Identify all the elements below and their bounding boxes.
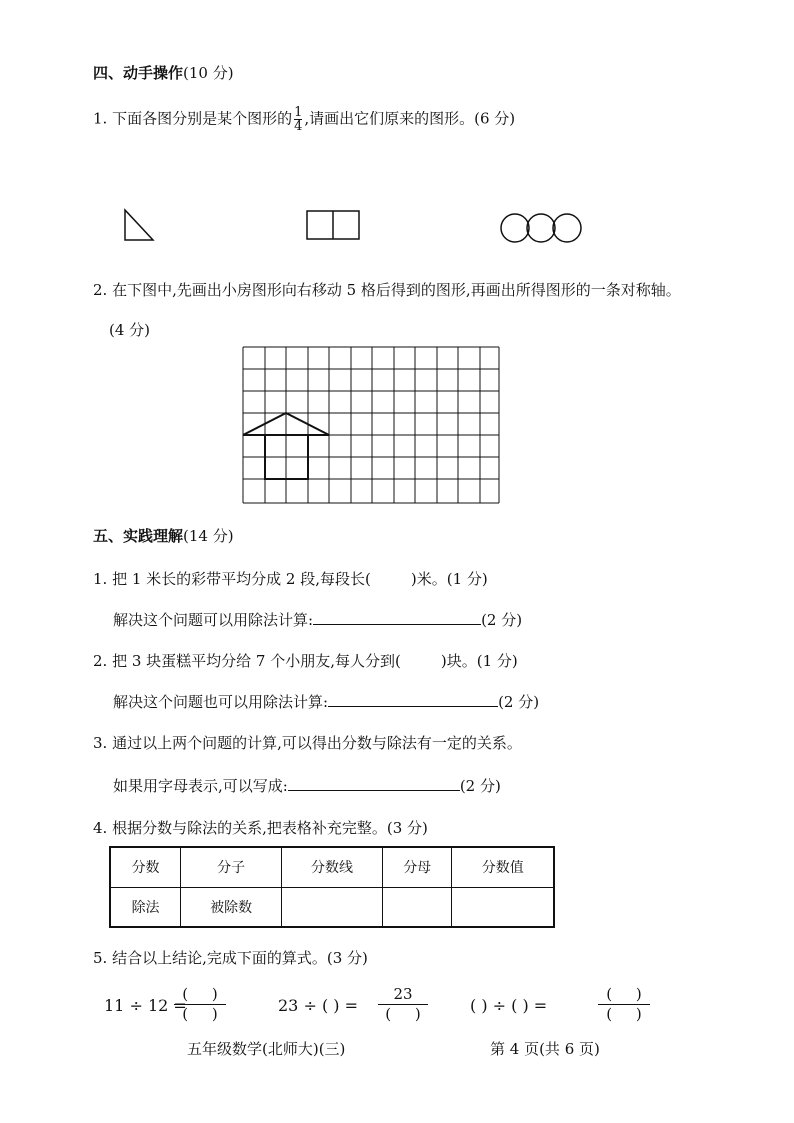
equation-2-left: 23 ÷ ( ) = [278,996,358,1015]
eq3-numerator-blank: ( ) [606,985,642,1003]
eq3-denominator-blank: ( ) [598,1004,650,1024]
table-blank-cell[interactable] [282,887,383,927]
section4-heading [93,62,234,83]
s5-q1-sub [113,609,522,630]
footer-page-number: 第 4 页(共 6 页) [490,1040,600,1058]
s5-q3-sub [113,775,501,796]
equation-3-left: ( ) ÷ ( ) = [470,996,548,1015]
s5-question-4: 4. 根据分数与除法的关系,把表格补充完整。(3 分) [93,819,428,837]
s5-q1-division-blank[interactable] [313,624,481,625]
section5-title: 五、实践理解 [93,527,184,545]
one-quarter-fraction [294,106,302,133]
section4-score: (10 分) [183,64,234,82]
s5-q2-text-b: )块。(1 分) [440,652,518,670]
s4-question-2: 2. 在下图中,先画出小房图形向右移动 5 格后得到的图形,再画出所得图形的一条对称轴。 [93,281,681,299]
s5-question-5: 5. 结合以上结论,完成下面的算式。(3 分) [93,949,368,967]
s5-question-2 [93,650,518,671]
table-cell: 分数 [110,847,181,887]
equation-2-fraction[interactable] [378,985,428,1024]
eq2-denominator-blank: ( ) [378,1004,428,1024]
table-row [110,847,554,887]
eq1-numerator-blank: ( ) [182,985,218,1003]
table-cell: 分数线 [282,847,383,887]
table-cell: 分母 [382,847,452,887]
section5-heading [93,525,234,546]
s5-q2-sub-a: 解决这个问题也可以用除法计算: [113,693,329,711]
table-row [110,887,554,927]
frac-numerator: 1 [294,105,303,120]
s5-q3-sub-b: (2 分) [459,777,501,795]
s5-q1-text-a: 1. 把 1 米长的彩带平均分成 2 段,每段长( [93,570,371,588]
quarter-circles-shape [498,210,588,246]
equation-1-fraction[interactable] [174,985,226,1024]
table-cell: 分子 [181,847,282,887]
s5-q2-sub-b: (2 分) [498,693,540,711]
s5-q1-sub-a: 解决这个问题可以用除法计算: [113,611,314,629]
s4-q1-prefix: 1. 下面各图分别是某个图形的 [93,109,293,128]
s4-q1-suffix: ,请画出它们原来的图形。(6 分) [304,109,516,128]
s5-question-3: 3. 通过以上两个问题的计算,可以得出分数与除法有一定的关系。 [93,734,522,752]
s5-q2-text-a: 2. 把 3 块蛋糕平均分给 7 个小朋友,每人分到( [93,652,401,670]
table-cell: 除法 [110,887,181,927]
s5-q3-sub-a: 如果用字母表示,可以写成: [113,777,288,795]
eq1-denominator-blank: ( ) [174,1004,226,1024]
equation-1-left: 11 ÷ 12 = [104,996,187,1015]
eq2-numerator: 23 [393,985,413,1003]
fraction-division-table [109,846,555,928]
s4-question-1 [93,106,515,133]
equation-3-fraction[interactable] [598,985,650,1024]
table-cell: 被除数 [181,887,282,927]
square-grid [241,345,501,505]
table-cell: 分数值 [452,847,554,887]
s4-q2-score: (4 分) [109,321,151,339]
table-blank-cell[interactable] [382,887,452,927]
section4-title: 四、动手操作 [93,64,184,82]
quarter-triangle-shape [120,206,160,242]
s5-q3-formula-blank[interactable] [288,790,460,791]
footer-subject: 五年级数学(北师大)(三) [187,1040,346,1058]
table-blank-cell[interactable] [452,887,554,927]
frac-denominator: 4 [294,119,303,134]
section5-score: (14 分) [183,527,234,545]
s5-q1-sub-b: (2 分) [481,611,523,629]
quarter-rectangle-shape [303,208,363,242]
s5-question-1 [93,568,488,589]
s5-q2-division-blank[interactable] [328,706,498,707]
s5-q1-text-b: )米。(1 分) [410,570,488,588]
s5-q2-sub [113,691,539,712]
